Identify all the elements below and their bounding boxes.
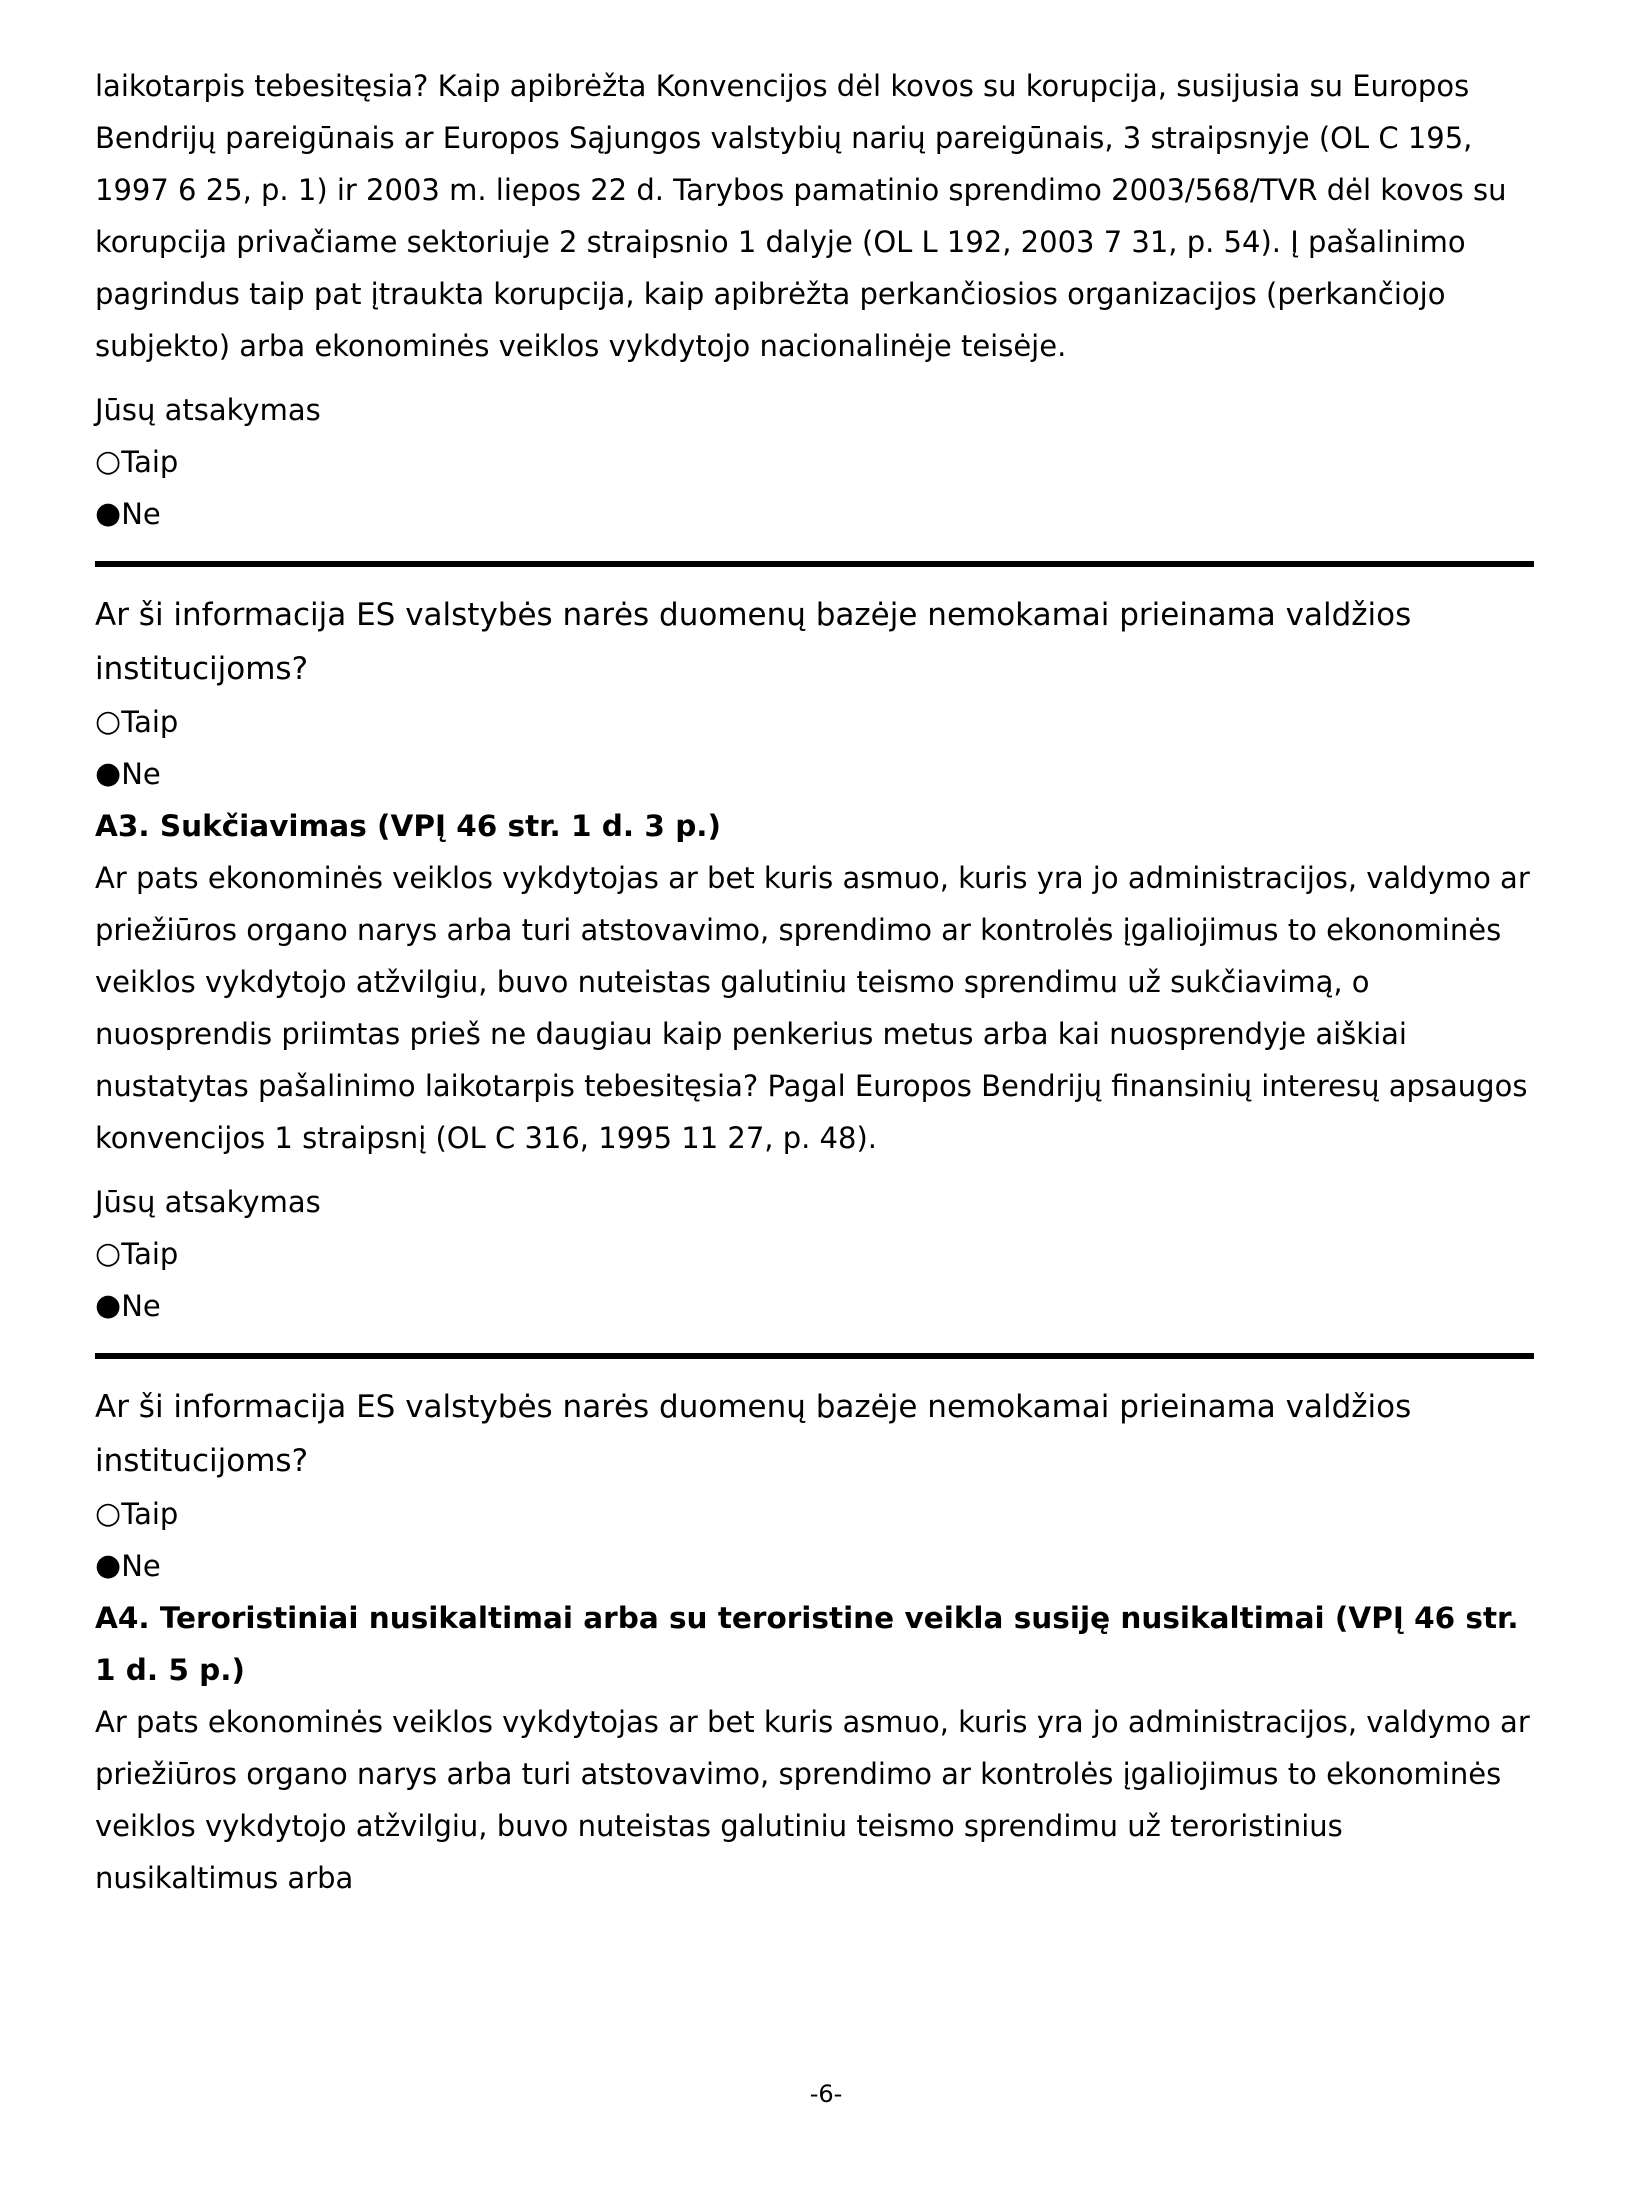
radio-option-taip[interactable] (95, 1228, 1534, 1280)
section-divider (95, 561, 1534, 567)
radio-option-ne[interactable] (95, 1540, 1534, 1592)
section-a3-heading: A3. Sukčiavimas (VPĮ 46 str. 1 d. 3 p.) (95, 809, 721, 843)
radio-option-taip[interactable] (95, 1488, 1534, 1540)
radio-selected-icon: ● (95, 1548, 122, 1583)
radio-option-label: Taip (121, 445, 179, 479)
radio-unselected-icon: ○ (95, 1236, 122, 1271)
radio-option-label: Ne (121, 1549, 161, 1583)
radio-selected-icon: ● (95, 1288, 122, 1323)
radio-option-label: Taip (121, 705, 179, 739)
radio-option-label: Ne (121, 757, 161, 791)
radio-unselected-icon: ○ (95, 444, 122, 479)
radio-selected-icon: ● (95, 756, 122, 791)
radio-option-label: Ne (121, 497, 161, 531)
radio-option-label: Taip (121, 1237, 179, 1271)
db-availability-question-2: Ar ši informacija ES valstybės narės duomenų bazėje nemokamai prieinama valdžios institucijoms? (95, 1389, 1412, 1479)
radio-option-ne[interactable] (95, 488, 1534, 540)
a3-fraud-paragraph: Ar pats ekonominės veiklos vykdytojas ar bet kuris asmuo, kuris yra jo administracijos, valdymo ar priežiūros organo narys arba turi atstovavimo, sprendimo ar kontrolės įgaliojimus to ekonominės veiklos vykdytojo atžvilgiu, buvo nuteistas galutiniu teismo sprendimu už sukčiavimą, o nuosprendis priimtas prieš ne daugiau kaip penkerius metus arba kai nuosprendyje aiškiai nustatytas pašalinimo laikotarpis tebesitęsia? Pagal Europos Bendrijų finansinių interesų apsaugos konvencijos 1 straipsnį (OL C 316, 1995 11 27, p. 48). (95, 861, 1530, 1155)
page-number: -6- (809, 2080, 843, 2108)
answer-group-db-availability-1 (95, 696, 1534, 800)
answer-group-corruption (95, 436, 1534, 540)
radio-option-ne[interactable] (95, 1280, 1534, 1332)
radio-option-label: Ne (121, 1289, 161, 1323)
a4-terrorism-paragraph: Ar pats ekonominės veiklos vykdytojas ar bet kuris asmuo, kuris yra jo administracijos, valdymo ar priežiūros organo narys arba turi atstovavimo, sprendimo ar kontrolės įgaliojimus to ekonominės veiklos vykdytojo atžvilgiu, buvo nuteistas galutiniu teismo sprendimu už teroristinius nusikaltimus arba (95, 1705, 1530, 1895)
answer-group-a3 (95, 1228, 1534, 1332)
radio-option-taip[interactable] (95, 436, 1534, 488)
answer-label: Jūsų atsakymas (95, 1185, 321, 1219)
radio-option-ne[interactable] (95, 748, 1534, 800)
corruption-exclusion-paragraph: laikotarpis tebesitęsia? Kaip apibrėžta Konvencijos dėl kovos su korupcija, susijusia su Europos Bendrijų pareigūnais ar Europos Sąjungos valstybių narių pareigūnais, 3 straipsnyje (OL C 195, 1997 6 25, p. 1) ir 2003 m. liepos 22 d. Tarybos pamatinio sprendimo 2003/568/TVR dėl kovos su korupcija privačiame sektoriuje 2 straipsnio 1 dalyje (OL L 192, 2003 7 31, p. 54). Į pašalinimo pagrindus taip pat įtraukta korupcija, kaip apibrėžta perkančiosios organizacijos (perkančiojo subjekto) arba ekonominės veiklos vykdytojo nacionalinėje teisėje. (95, 69, 1507, 363)
radio-selected-icon: ● (95, 496, 122, 531)
radio-unselected-icon: ○ (95, 704, 122, 739)
radio-option-taip[interactable] (95, 696, 1534, 748)
answer-label: Jūsų atsakymas (95, 393, 321, 427)
radio-option-label: Taip (121, 1497, 179, 1531)
section-a4-heading: A4. Teroristiniai nusikaltimai arba su teroristine veikla susiję nusikaltimai (VPĮ 46 str. 1 d. 5 p.) (95, 1601, 1519, 1687)
section-divider (95, 1353, 1534, 1359)
answer-group-db-availability-2 (95, 1488, 1534, 1592)
radio-unselected-icon: ○ (95, 1496, 122, 1531)
db-availability-question-1: Ar ši informacija ES valstybės narės duomenų bazėje nemokamai prieinama valdžios institucijoms? (95, 597, 1412, 687)
